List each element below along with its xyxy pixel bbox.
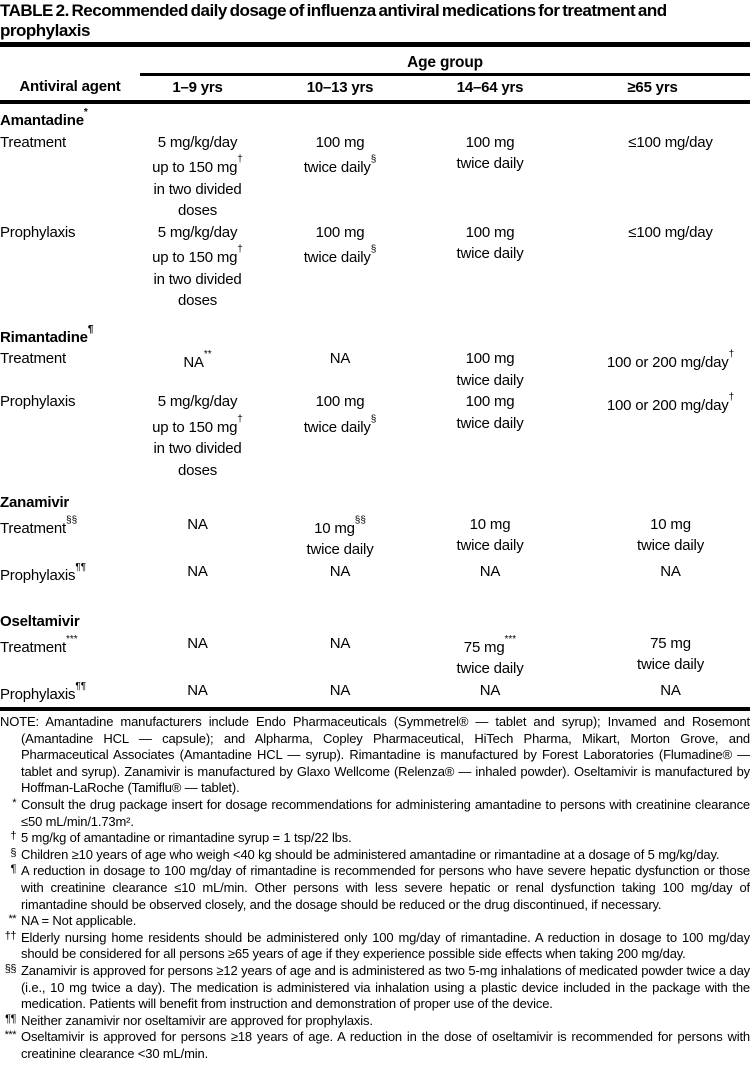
table-row-oseltamivir-treatment	[0, 633, 750, 680]
dosage-cell	[555, 132, 750, 222]
dosage-line: twice daily	[306, 541, 374, 558]
dosage-line: NA	[187, 515, 208, 533]
footnote	[0, 797, 750, 830]
dosage-line: 100 mg	[315, 393, 365, 410]
dosage-line: 100 mg	[465, 133, 515, 151]
dosage-line: twice daily	[456, 155, 524, 172]
dosage-line: twice daily	[456, 414, 524, 432]
age-col-header-14-64: 14–64 yrs	[456, 79, 524, 96]
dosage-line: 100 or 200 mg/day†	[606, 349, 735, 371]
table-row-amantadine-treatment	[0, 132, 750, 222]
dosage-line: up to 150 mg†	[152, 413, 243, 436]
footnote-text: Children ≥10 years of age who weigh <40 kg should be administered amantadine or rimantadine at a dosage of 5 mg/kg/day.	[21, 846, 720, 862]
footnote-marker-superscript: ¶	[87, 323, 94, 335]
footnotes	[0, 797, 750, 1063]
footnote-marker: *	[12, 796, 16, 809]
footnote-marker: †	[10, 830, 16, 843]
footnote	[0, 847, 750, 864]
dosage-line: NA	[187, 562, 208, 580]
antiviral-agent-header: Antiviral agent	[19, 78, 121, 96]
footnote-marker: §§	[4, 962, 16, 975]
footnote-text: Neither zanamivir nor oseltamivir are approved for prophylaxis.	[21, 1012, 373, 1028]
dosage-line: 100 mg	[465, 350, 515, 367]
dosage-line: NA	[479, 562, 501, 580]
dosage-cell	[555, 633, 750, 680]
section-name: Oseltamivir	[0, 613, 80, 630]
section-row-rimantadine	[0, 312, 750, 349]
dosage-line: 10 mg§§	[314, 514, 366, 537]
dosage-line: twice daily§	[303, 244, 377, 266]
footnote-text: Elderly nursing home residents should be administered only 100 mg/day of rimantadine. A reduction in dosage to 100 mg/day should be considered for all persons ≥65 years of age if they experience possible side effects when taking 200 mg/day.	[21, 929, 750, 962]
footnote-marker: ††	[4, 929, 16, 942]
dosage-cell	[555, 348, 750, 391]
section-row-amantadine	[0, 102, 750, 132]
table-title: TABLE 2. Recommended daily dosage of influenza antiviral medications for treatment and prophylaxis	[0, 1, 667, 40]
footnote-marker-superscript: ¶¶	[75, 680, 87, 692]
footnote-text: Oseltamivir is approved for persons ≥18 years of age. A reduction in the dose of oseltamivir is recommended for persons with creatinine clearance <30 mL/min.	[21, 1029, 750, 1061]
footnote-text: 5 mg/kg of amantadine or rimantadine syrup = 1 tsp/22 lbs.	[21, 830, 352, 846]
dosage-cell	[425, 222, 555, 312]
dosage-cell	[425, 680, 555, 706]
age-col-header-65plus: ≥65 yrs	[627, 79, 678, 96]
dosage-table-header	[0, 47, 750, 102]
row-label: Treatment	[0, 350, 67, 367]
dosage-cell	[425, 391, 555, 481]
section-row-oseltamivir	[0, 586, 750, 633]
dosage-line: up to 150 mg†	[152, 244, 243, 266]
footnote	[0, 913, 750, 930]
footnote-marker: ¶¶	[5, 1012, 16, 1025]
dosage-cell	[255, 514, 425, 561]
row-label: Treatment***	[0, 633, 78, 656]
dosage-line: 5 mg/kg/day	[157, 393, 238, 410]
footnote-marker-superscript: †	[237, 413, 243, 425]
footnote-marker-superscript: ¶¶	[75, 561, 87, 573]
dosage-line: 5 mg/kg/day	[157, 223, 238, 241]
dosage-cell	[555, 391, 750, 481]
dosage-line: NA	[329, 681, 351, 699]
footnote	[0, 963, 750, 1013]
age-group-header: Age group	[140, 47, 750, 75]
dosage-line: doses	[177, 461, 218, 479]
dosage-line: NA	[660, 681, 681, 699]
footnote-marker-superscript: §	[370, 244, 377, 255]
section-name: Amantadine*	[0, 107, 88, 129]
footnote-marker-superscript: §§	[66, 514, 78, 526]
dosage-cell	[140, 391, 255, 481]
dosage-cell	[140, 680, 255, 706]
dosage-cell	[140, 514, 255, 561]
dosage-line: 100 or 200 mg/day†	[606, 392, 735, 414]
dosage-line: up to 150 mg†	[152, 154, 243, 176]
section-name: Zanamivir	[0, 494, 70, 511]
footnote-marker: §	[10, 846, 16, 859]
dosage-line: NA	[660, 562, 681, 580]
footnote-text: A reduction in dosage to 100 mg/day of rimantadine is recommended for persons who have severe hepatic dysfunction or those with creatinine clearance ≤10 mL/min. Other persons with less severe hepatic or renal dysfunction taking 100 mg/day of rimantadine should be observed closely, and the dosage should be reduced or the drug discontinued, if necessary.	[21, 863, 750, 912]
dosage-line: 10 mg	[469, 515, 511, 533]
footnote	[0, 830, 750, 847]
dosage-cell	[555, 222, 750, 312]
dosage-cell	[425, 132, 555, 222]
dosage-cell	[425, 348, 555, 391]
dosage-cell	[425, 514, 555, 561]
row-label: Treatment	[0, 133, 67, 151]
dosage-cell	[255, 391, 425, 481]
section-name: Rimantadine¶	[0, 323, 94, 346]
dosage-table-body	[0, 102, 750, 705]
dosage-line: in two divided	[153, 440, 242, 457]
dosage-cell	[140, 633, 255, 680]
row-label: Prophylaxis	[0, 223, 76, 241]
footnote-marker-superscript: †	[728, 349, 735, 360]
table-row-rimantadine-prophylaxis	[0, 391, 750, 481]
dosage-line: 100 mg	[465, 393, 515, 410]
dosage-line: twice daily	[456, 660, 524, 677]
footnote-marker-superscript: ***	[66, 633, 78, 645]
footnote	[0, 1013, 750, 1030]
dosage-cell	[255, 680, 425, 706]
dosage-line: 10 mg	[650, 515, 691, 533]
dosage-line: twice daily	[637, 537, 704, 554]
row-label: Prophylaxis	[0, 393, 76, 410]
footnote-text: NA = Not applicable.	[21, 913, 137, 929]
dosage-line: NA	[329, 350, 351, 367]
footnote-marker-superscript: *	[83, 107, 88, 118]
note-paragraph: NOTE: Amantadine manufacturers include Endo Pharmaceuticals (Symmetrel® — tablet and syrup); Invamed and Rosemont (Amantadine HCL — capsule); and Alpharma, Copley Pharmaceutical, HiTech Pharma, Mikart, Morton Grove, and Pharmaceutical Associates (Amantadine HCL — syrup). Rimantadine is manufactured by Forest Laboratories (Flumadine® — tablet and syrup). Zanamivir is manufactured by Glaxo Wellcome (Relenza® — inhaled powder). Oseltamivir is manufactured by Hoffman-LaRoche (Tamiflu® — tablet).	[0, 714, 750, 796]
dosage-line: twice daily	[637, 656, 704, 673]
dosage-line: in two divided	[153, 180, 242, 198]
footnote	[0, 1029, 750, 1062]
dosage-cell	[555, 680, 750, 706]
dosage-line: twice daily§	[303, 413, 377, 436]
footnote-marker-superscript: **	[203, 349, 212, 360]
dosage-line: 100 mg	[315, 223, 365, 241]
footnote-text: Consult the drug package insert for dosage recommendations for administering amantadine to persons with creatinine clearance ≤50 mL/min/1.73m².	[21, 796, 750, 829]
footnote-marker-superscript: §§	[354, 514, 366, 526]
dosage-line: NA	[329, 634, 351, 652]
dosage-cell	[140, 348, 255, 391]
dosage-line: ≤100 mg/day	[628, 223, 713, 241]
dosage-line: ≤100 mg/day	[628, 133, 713, 151]
dosage-cell	[555, 561, 750, 587]
dosage-line: twice daily	[456, 371, 524, 389]
footnote-marker-superscript: †	[728, 392, 735, 403]
footnote	[0, 863, 750, 913]
dosage-line: 100 mg	[465, 223, 515, 241]
footnote-marker: ¶	[10, 863, 16, 876]
footnote-marker: **	[8, 913, 16, 926]
dosage-cell	[255, 633, 425, 680]
footnote-marker-superscript: §	[370, 154, 377, 165]
footnote-marker-superscript: ***	[504, 633, 517, 645]
footnote-marker-superscript: †	[237, 244, 243, 255]
dosage-line: doses	[177, 202, 218, 219]
footnote	[0, 930, 750, 963]
dosage-line: in two divided	[153, 270, 242, 288]
section-row-zanamivir	[0, 481, 750, 514]
dosage-line: 75 mg***	[463, 633, 517, 656]
dosage-line: NA**	[183, 349, 212, 371]
footnote-marker-superscript: †	[237, 154, 243, 165]
dosage-cell	[255, 222, 425, 312]
dosage-cell	[255, 348, 425, 391]
dosage-cell	[255, 132, 425, 222]
table-row-oseltamivir-prophylaxis	[0, 680, 750, 706]
table-row-zanamivir-treatment	[0, 514, 750, 561]
dosage-cell	[140, 222, 255, 312]
header-spacer	[0, 47, 140, 75]
dosage-cell	[555, 514, 750, 561]
dosage-line: 75 mg	[650, 634, 691, 652]
dosage-line: 5 mg/kg/day	[157, 133, 238, 151]
dosage-line: twice daily	[456, 537, 524, 554]
row-label: Treatment§§	[0, 514, 78, 537]
dosage-cell	[255, 561, 425, 587]
dosage-cell	[425, 633, 555, 680]
footnote-marker: ***	[4, 1029, 16, 1042]
row-label: Prophylaxis¶¶	[0, 680, 87, 703]
footnote-marker-superscript: §	[370, 413, 377, 425]
dosage-line: twice daily§	[303, 154, 377, 176]
dosage-cell	[140, 561, 255, 587]
dosage-table	[0, 47, 750, 705]
table-row-amantadine-prophylaxis	[0, 222, 750, 312]
dosage-line: twice daily	[456, 245, 524, 262]
dosage-line: NA	[329, 562, 351, 580]
notes-section	[0, 711, 750, 1062]
table-row-rimantadine-treatment	[0, 348, 750, 391]
dosage-line: NA	[479, 681, 501, 699]
dosage-cell	[140, 132, 255, 222]
dosage-line: 100 mg	[315, 133, 365, 151]
dosage-line: NA	[187, 634, 208, 652]
footnote-text: Zanamivir is approved for persons ≥12 years of age and is administered as two 5-mg inhalations of medicated powder twice a day (i.e., 10 mg twice a day). The medication is administered via inhalation using a plastic device included in the package with the medication. Patients will benefit from instruction and demonstration of proper use of the device.	[21, 962, 750, 1012]
age-col-header-1-9: 1–9 yrs	[172, 79, 223, 96]
dosage-line: NA	[187, 681, 208, 699]
dosage-line: doses	[177, 292, 218, 309]
dosage-cell	[425, 561, 555, 587]
table-row-zanamivir-prophylaxis	[0, 561, 750, 587]
age-col-header-10-13: 10–13 yrs	[306, 79, 374, 96]
row-label: Prophylaxis¶¶	[0, 561, 87, 584]
